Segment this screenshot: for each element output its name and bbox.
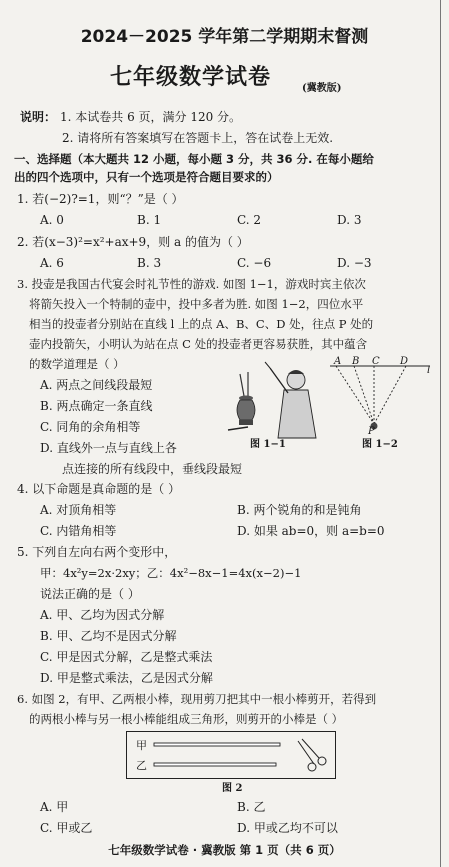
figure-1-2-point-b: B bbox=[352, 356, 360, 367]
section-1-title-line-1: 一、选择题（本大题共 12 小题，每小题 3 分，共 36 分. 在每小题给 bbox=[14, 152, 374, 166]
q5-stem: 5. 下列自左向右两个变形中， bbox=[17, 545, 177, 559]
figure-1-2-line-label: l bbox=[427, 365, 431, 376]
exam-term-heading: 2024－2025 学年第二学期期末督测 bbox=[80, 27, 369, 47]
q5-option-b: B. 甲、乙均不是因式分解 bbox=[40, 629, 177, 643]
q6-option-b: B. 乙 bbox=[237, 800, 266, 814]
figure-1-2-diagram bbox=[326, 354, 436, 436]
figure-1-1-illustration bbox=[218, 360, 330, 440]
q2-stem: 2. 若(x−3)²=x²+ax+9，则 a 的值为（ ） bbox=[17, 235, 249, 249]
q6-option-d: D. 甲或乙均不可以 bbox=[237, 821, 338, 835]
q2-option-a: A. 6 bbox=[40, 256, 64, 270]
page-footer: 七年级数学试卷 · 冀教版 第 1 页（共 6 页） bbox=[108, 843, 341, 857]
q3-line-1: 3. 投壶是我国古代宴会时礼节性的游戏. 如图 1−1，游戏时宾主依次 bbox=[17, 277, 366, 291]
q6-option-a: A. 甲 bbox=[40, 800, 69, 814]
q2-option-d: D. −3 bbox=[337, 256, 372, 270]
figure-1-1-caption: 图 1−1 bbox=[250, 439, 286, 450]
figure-2-caption: 图 2 bbox=[222, 783, 243, 794]
figure-2-diagram bbox=[126, 731, 336, 779]
q3-line-3: 相当的投壶者分别站在直线 l 上的点 A、B、C、D 处，往点 P 处的 bbox=[29, 317, 374, 331]
exam-title: 七年级数学试卷 bbox=[110, 65, 272, 90]
figure-2-stick-a-label: 甲 bbox=[136, 739, 147, 752]
q6-line-2: 的两根小棒与另一根小棒能组成三角形，则剪开的小棒是（ ） bbox=[29, 712, 344, 726]
q1-option-d: D. 3 bbox=[337, 213, 362, 227]
q1-option-a: A. 0 bbox=[40, 213, 64, 227]
q5-option-a: A. 甲、乙均为因式分解 bbox=[40, 608, 165, 622]
q5-formula: 甲：4x²y=2x·2xy；乙：4x²−8x−1=4x(x−2)−1 bbox=[40, 566, 302, 580]
page-edge-divider bbox=[440, 0, 441, 867]
q2-option-b: B. 3 bbox=[137, 256, 162, 270]
figure-1-2-caption: 图 1−2 bbox=[362, 439, 398, 450]
notes-label: 说明： bbox=[20, 110, 57, 124]
q4-option-c: C. 内错角相等 bbox=[40, 524, 117, 538]
q3-line-4: 壶内投箭矢，小明认为站在点 C 处的投壶者更容易获胜，其中蕴含 bbox=[29, 337, 368, 351]
figure-2-stick-b-label: 乙 bbox=[136, 759, 147, 772]
q6-line-1: 6. 如图 2，有甲、乙两根小棒，现用剪刀把其中一根小棒剪开，若得到 bbox=[17, 692, 377, 706]
q1-option-b: B. 1 bbox=[137, 213, 162, 227]
figure-1-2-point-p: P bbox=[368, 426, 375, 437]
notes-line-2: 2. 请将所有答案填写在答题卡上，答在试卷上无效. bbox=[62, 131, 334, 145]
figure-1-2-point-c: C bbox=[372, 356, 380, 367]
figure-1-2-point-a: A bbox=[334, 356, 342, 367]
q3-option-d-continued: 点连接的所有线段中，垂线段最短 bbox=[62, 462, 243, 476]
q3-option-b: B. 两点确定一条直线 bbox=[40, 399, 153, 413]
q3-option-a: A. 两点之间线段最短 bbox=[40, 378, 153, 392]
q5-option-c: C. 甲是因式分解，乙是整式乘法 bbox=[40, 650, 213, 664]
q4-option-a: A. 对顶角相等 bbox=[40, 503, 117, 517]
q4-option-b: B. 两个锐角的和是钝角 bbox=[237, 503, 362, 517]
q5-ask: 说法正确的是（ ） bbox=[40, 587, 140, 601]
q3-option-d: D. 直线外一点与直线上各 bbox=[40, 441, 177, 455]
q5-option-d: D. 甲是整式乘法，乙是因式分解 bbox=[40, 671, 213, 685]
section-1-title-line-2: 出的四个选项中，只有一个选项是符合题目要求的） bbox=[14, 170, 279, 184]
exam-edition: (冀教版) bbox=[302, 83, 342, 94]
q3-option-c: C. 同角的余角相等 bbox=[40, 420, 141, 434]
figure-1-2-point-d: D bbox=[400, 356, 409, 367]
q6-option-c: C. 甲或乙 bbox=[40, 821, 93, 835]
q1-option-c: C. 2 bbox=[237, 213, 262, 227]
q4-stem: 4. 以下命题是真命题的是（ ） bbox=[17, 482, 181, 496]
q3-line-5: 的数学道理是（ ） bbox=[29, 357, 125, 371]
q4-option-d: D. 如果 ab=0，则 a=b=0 bbox=[237, 524, 385, 538]
notes-line-1: 1. 本试卷共 6 页，满分 120 分。 bbox=[60, 110, 242, 124]
q2-option-c: C. −6 bbox=[237, 256, 272, 270]
q1-stem: 1. 若(−2)?=1，则“？”是（ ） bbox=[17, 192, 184, 206]
q3-line-2: 将箭矢投入一个特制的壶中，投中多者为胜. 如图 1−2，四位水平 bbox=[29, 297, 364, 311]
